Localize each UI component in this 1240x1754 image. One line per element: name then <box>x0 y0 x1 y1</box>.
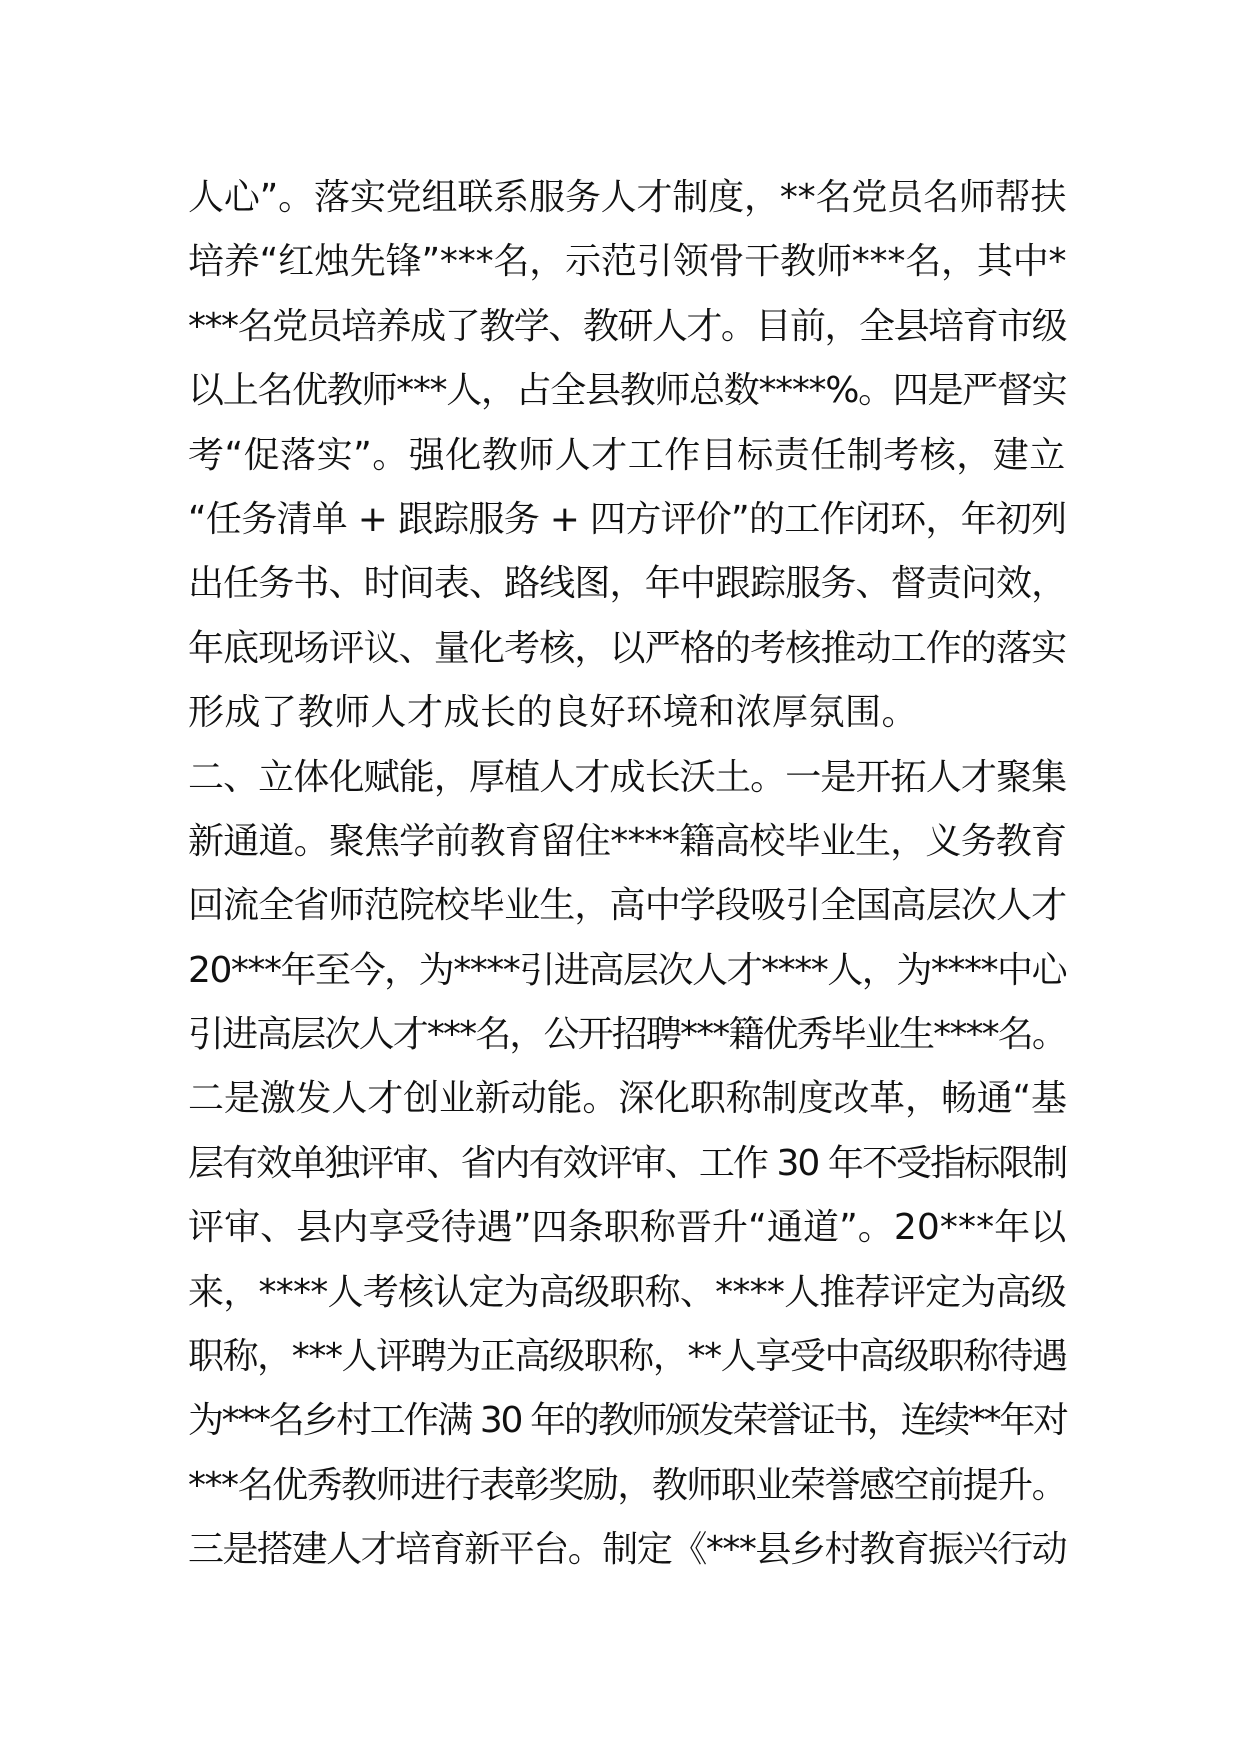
body-text <box>188 166 1068 1583</box>
text-line: 二是激发人才创业新动能。深化职称制度改革，畅通“基 <box>188 1078 1067 1120</box>
text-line: 新通道。聚焦学前教育留住****籍高校毕业生，义务教育 <box>188 820 1067 862</box>
text-line: 层有效单独评审、省内有效评审、工作 30 年不受指标限制 <box>188 1142 1067 1184</box>
text-line: ***名党员培养成了教学、教研人才。目前，全县培育市级 <box>188 305 1067 347</box>
text-line: 引进高层次人才***名，公开招聘***籍优秀毕业生****名。 <box>188 1014 1066 1056</box>
text-line: 职称，***人评聘为正高级职称，**人享受中高级职称待遇 <box>188 1336 1067 1378</box>
text-line: 以上名优教师***人，占全县教师总数****%。四是严督实 <box>188 370 1067 412</box>
text-line: 三是搭建人才培育新平台。制定《***县乡村教育振兴行动 <box>188 1529 1067 1571</box>
text-line: ***名优秀教师进行表彰奖励，教师职业荣誉感空前提升。 <box>188 1464 1067 1506</box>
text-line: “任务清单 + 跟踪服务 + 四方评价”的工作闭环，年初列 <box>188 498 1067 540</box>
text-line: 年底现场评议、量化考核，以严格的考核推动工作的落实 <box>188 627 1067 669</box>
text-line: 来，****人考核认定为高级职称、****人推荐评定为高级 <box>188 1271 1067 1313</box>
text-line: 培养“红烛先锋”***名，示范引领骨干教师***名，其中* <box>188 241 1067 283</box>
text-line: 为***名乡村工作满 30 年的教师颁发荣誉证书，连续**年对 <box>188 1400 1067 1442</box>
text-line: 出任务书、时间表、路线图，年中跟踪服务、督责问效， <box>188 563 1067 605</box>
text-line: 评审、县内享受待遇”四条职称晋升“通道”。20***年以 <box>188 1207 1067 1249</box>
text-line: 考“促落实”。强化教师人才工作目标责任制考核，建立 <box>188 434 1066 476</box>
text-line: 二、立体化赋能，厚植人才成长沃土。一是开拓人才聚集 <box>188 756 1067 798</box>
text-line: 人心”。落实党组联系服务人才制度，**名党员名师帮扶 <box>188 177 1067 218</box>
text-line: 回流全省师范院校毕业生，高中学段吸引全国高层次人才 <box>188 885 1067 927</box>
text-line: 形成了教师人才成长的良好环境和浓厚氛围。 <box>188 692 919 734</box>
text-line: 20***年至今，为****引进高层次人才****人，为****中心 <box>188 949 1067 991</box>
